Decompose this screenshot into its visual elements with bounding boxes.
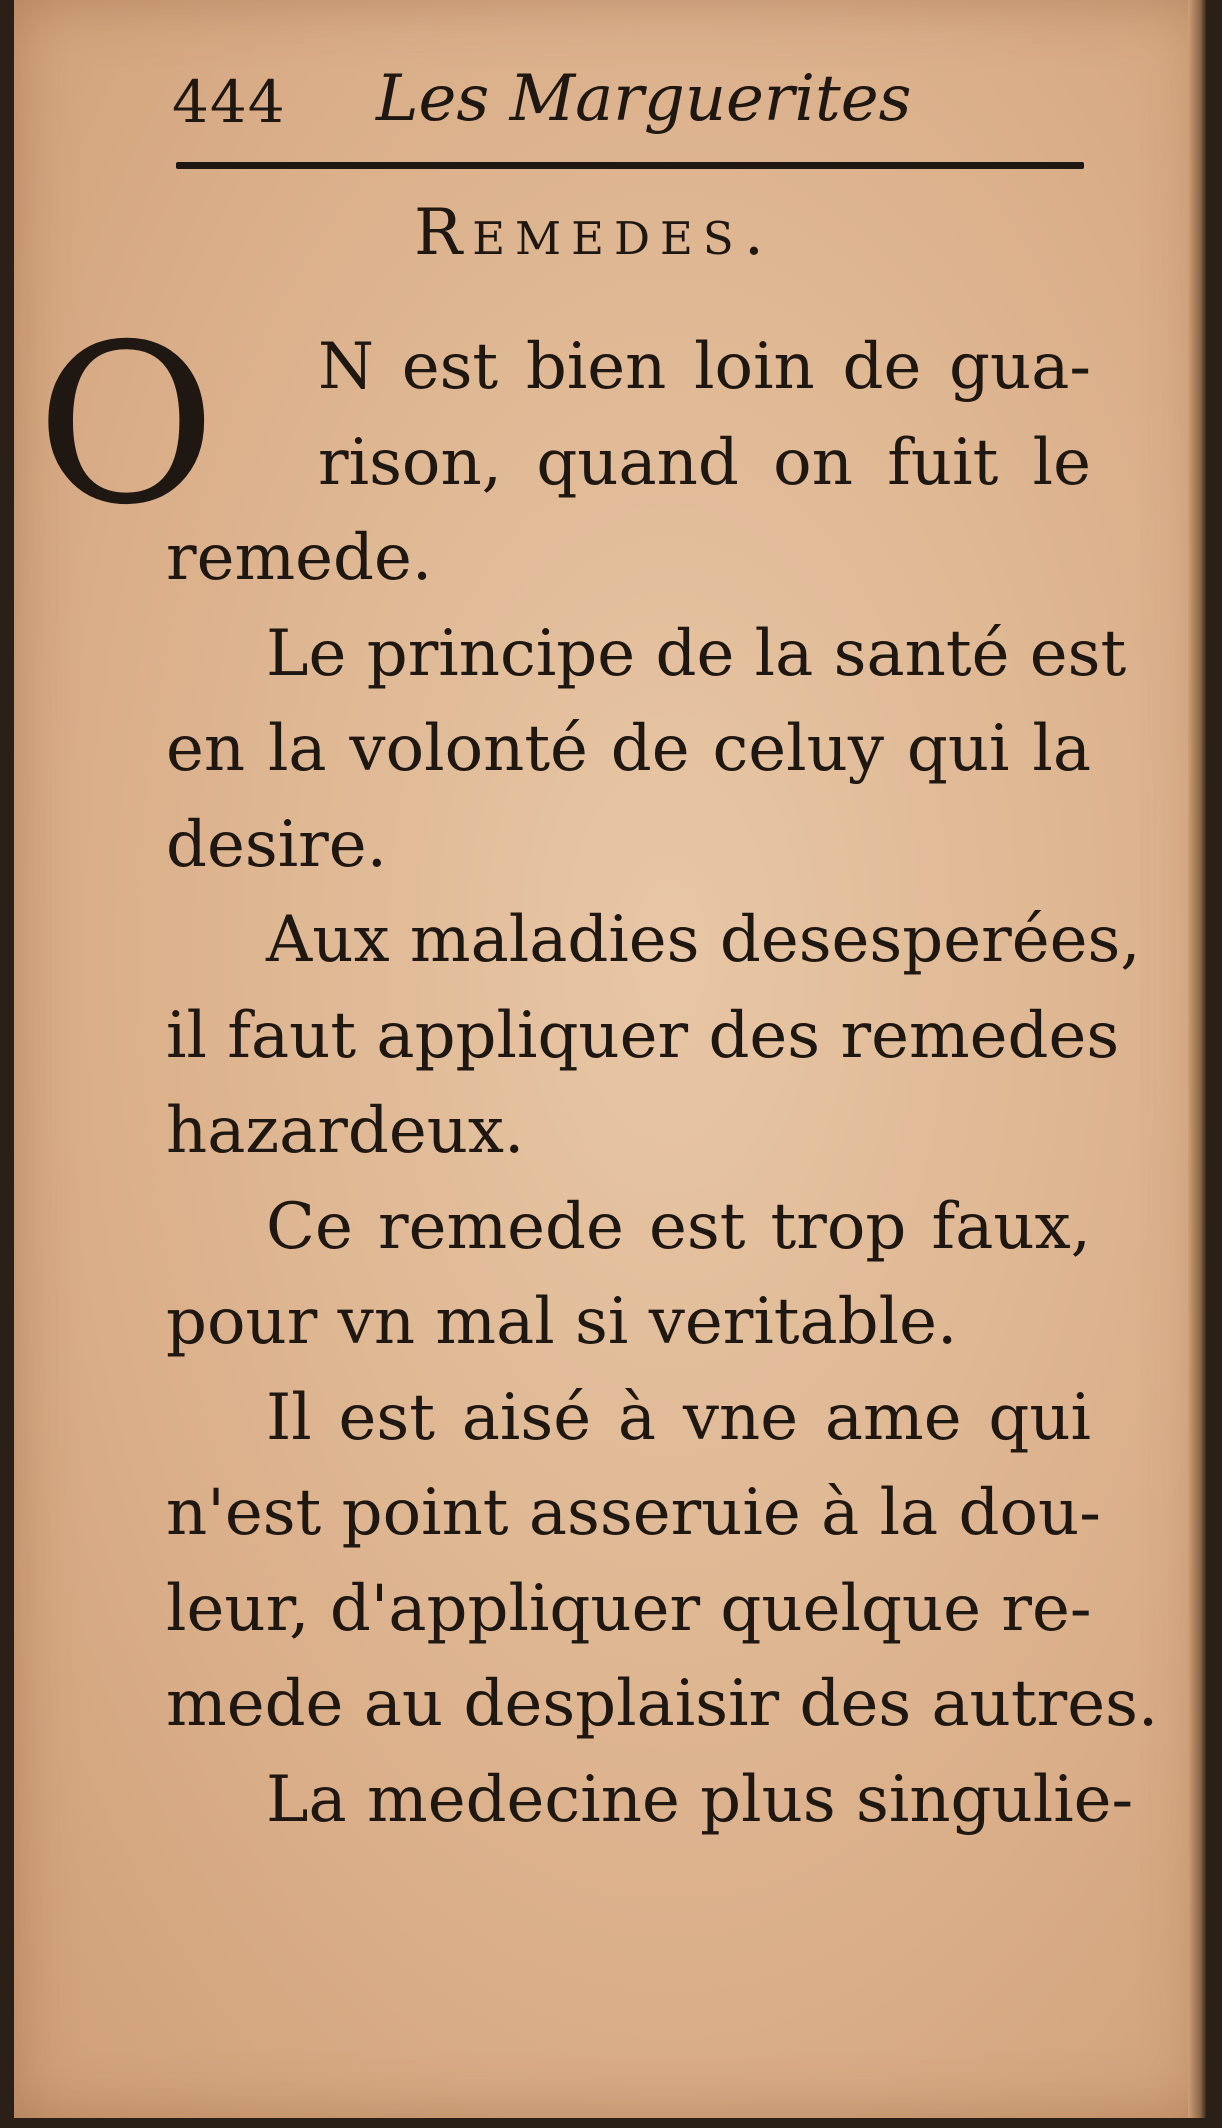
page-gutter [1188, 0, 1206, 2118]
text-line: en la volonté de celuy qui la [166, 712, 1091, 786]
text-line: Ce remede est trop faux, [266, 1189, 1091, 1264]
text-line: N est bien loin de gua- [318, 330, 1091, 404]
text-line: Le principe de la santé est [266, 616, 1127, 691]
book-page [14, 0, 1206, 2118]
text-line: Il est aisé à vne ame qui [266, 1380, 1091, 1455]
text-line: remede. [166, 521, 433, 595]
text-line: n'est point asseruie à la dou- [166, 1476, 1101, 1550]
section-title: Remedes. [414, 196, 775, 270]
page-number: 444 [172, 68, 286, 136]
drop-cap: O [36, 297, 217, 553]
text-line: mede au desplaisir des autres. [166, 1667, 1159, 1741]
body-text [166, 320, 1159, 1848]
header-rule [176, 162, 1084, 169]
text-line: desire. [166, 807, 387, 882]
text-line: il faut appliquer des remedes [166, 998, 1120, 1073]
text-line: rison, quand on fuit le [318, 425, 1091, 500]
text-line: La medecine plus singulie- [266, 1762, 1134, 1837]
text-line: Aux maladies desesperées, [266, 903, 1141, 977]
text-line: hazardeux. [166, 1094, 525, 1168]
text-line: pour vn mal si veritable. [166, 1285, 958, 1359]
running-header [164, 62, 1064, 142]
text-line: leur, d'appliquer quelque re- [166, 1571, 1092, 1646]
running-title: Les Marguerites [376, 62, 912, 136]
